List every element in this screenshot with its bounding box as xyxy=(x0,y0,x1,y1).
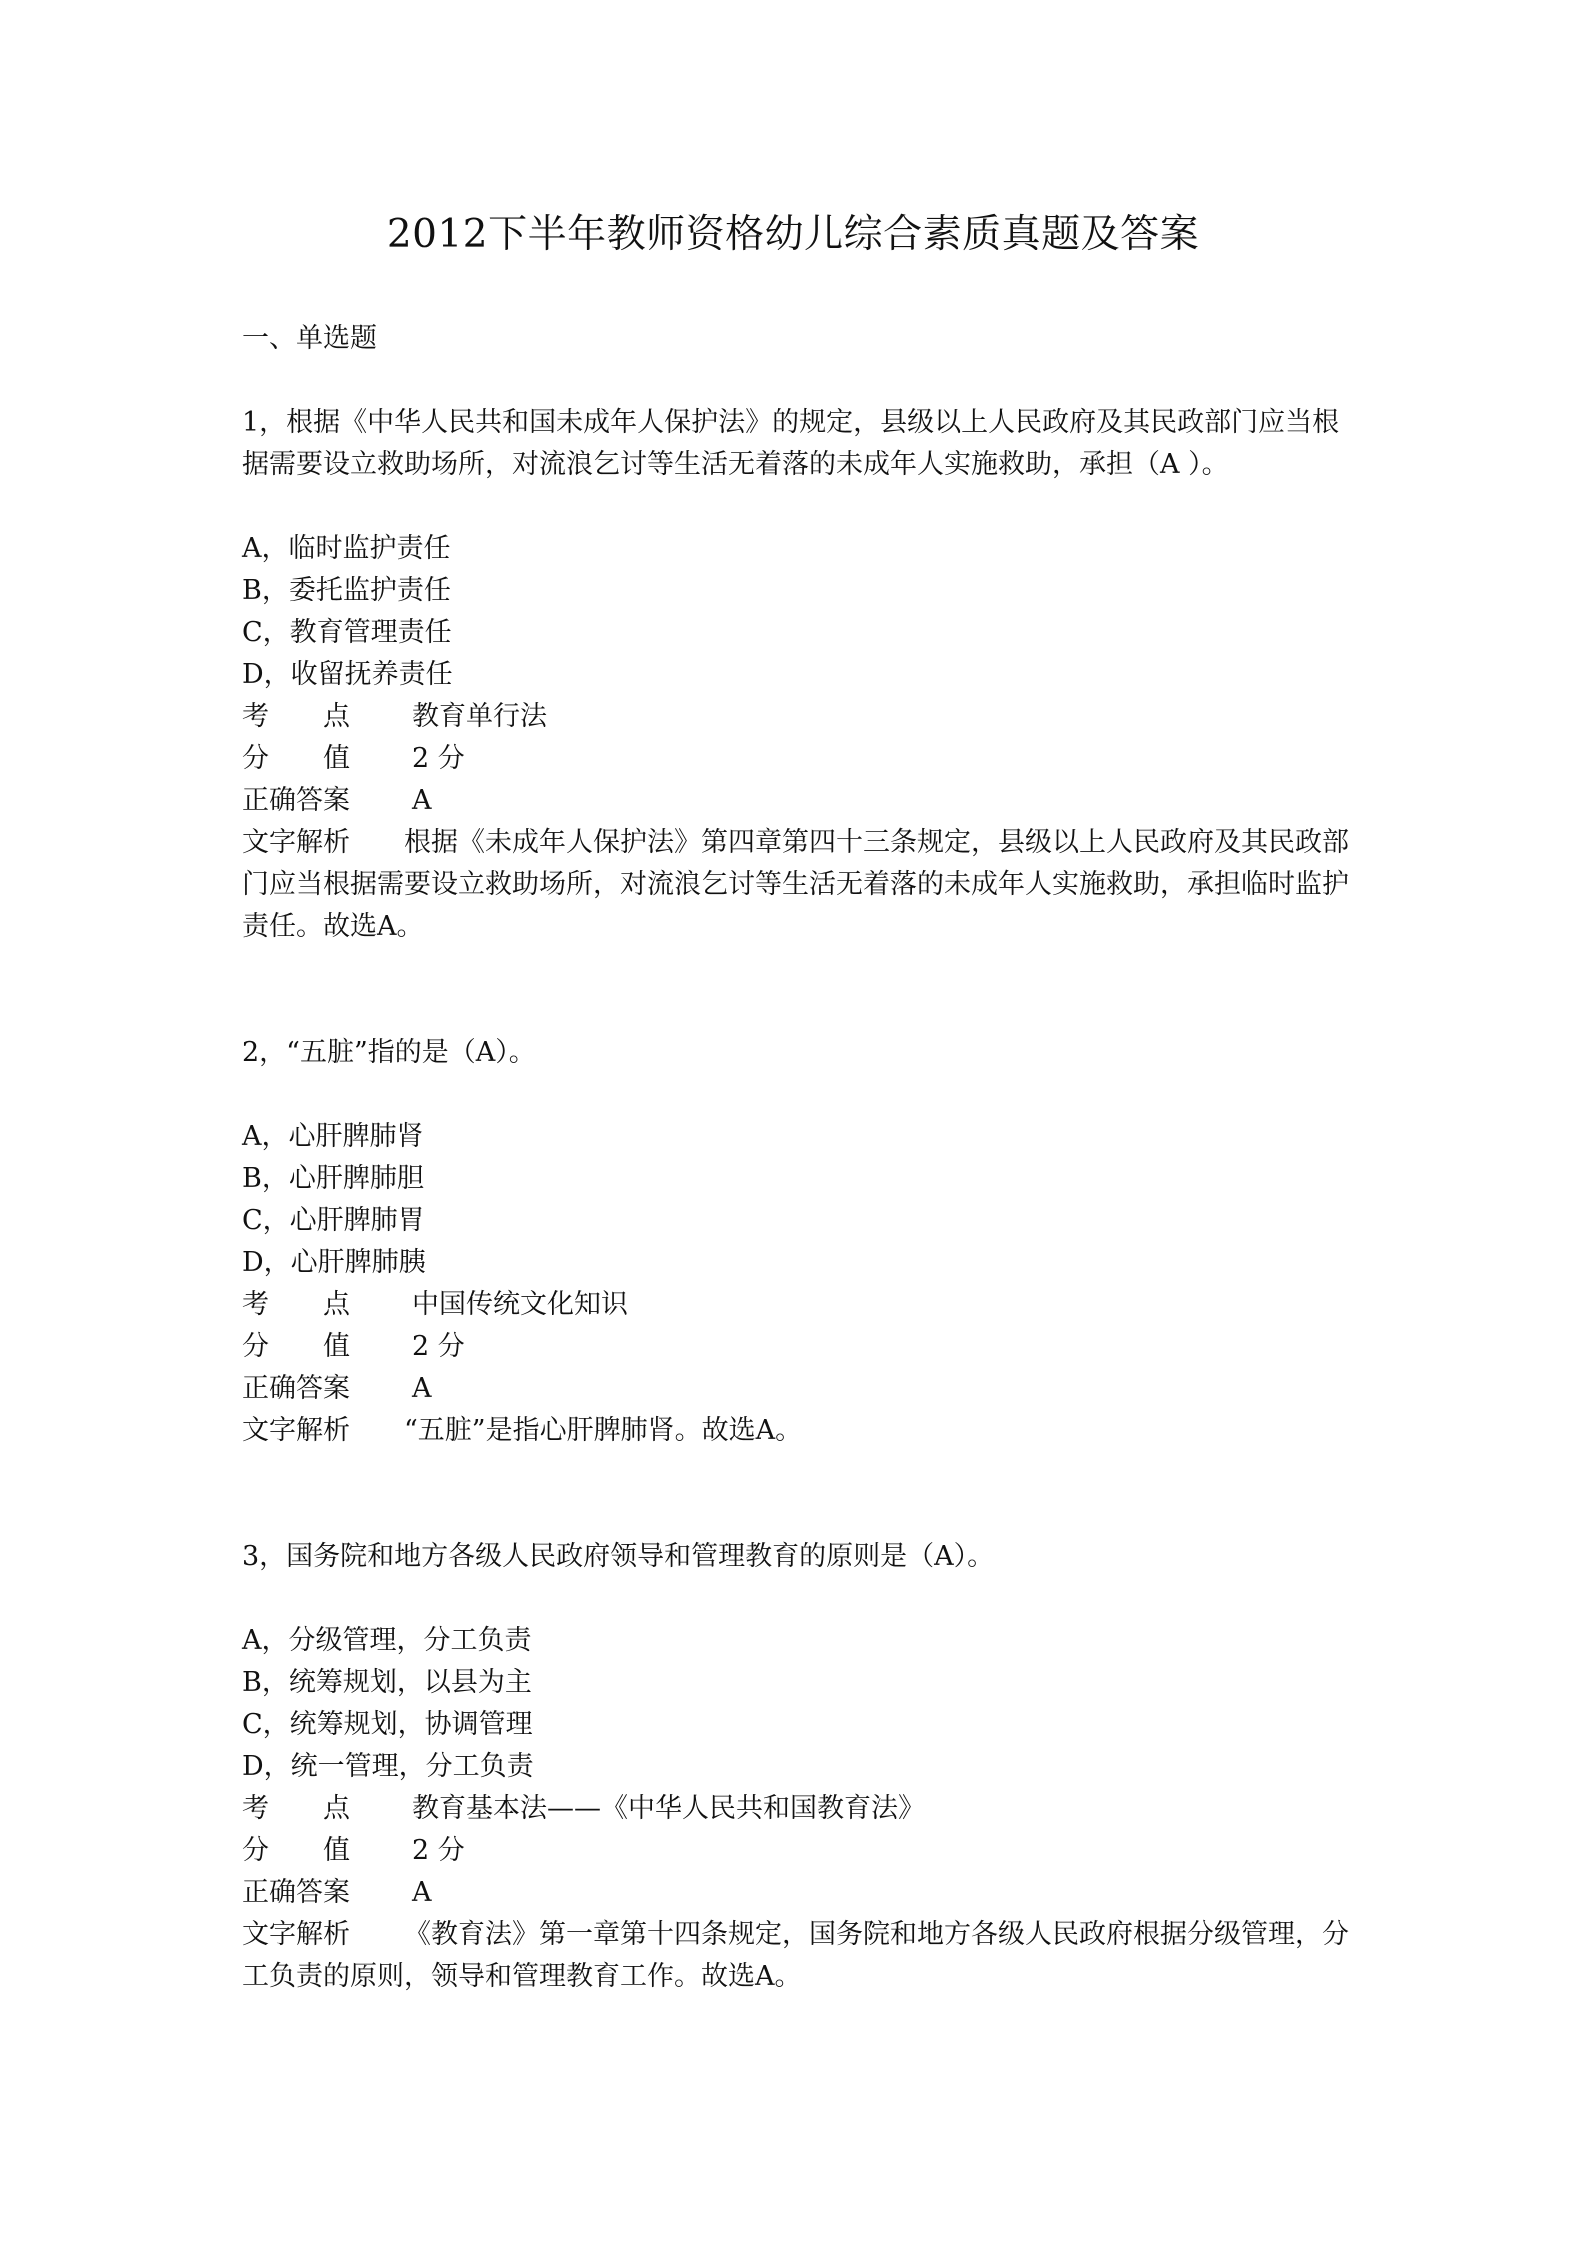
document-body xyxy=(242,318,1362,1998)
topic-value: 教育单行法 xyxy=(412,701,547,732)
analysis-row xyxy=(242,1410,1362,1452)
option-c: C，心肝脾肺胃 xyxy=(242,1205,425,1236)
answer-value: A xyxy=(412,785,432,816)
topic-row xyxy=(242,696,1362,738)
option-a: A，心肝脾肺肾 xyxy=(242,1121,424,1152)
score-value: 2 分 xyxy=(412,743,465,774)
option-c: C，教育管理责任 xyxy=(242,617,452,648)
answer-label: 正确答案 xyxy=(242,1373,350,1404)
option-d: D，心肝脾肺胰 xyxy=(242,1247,426,1278)
analysis-row xyxy=(242,1914,1362,1998)
answer-row xyxy=(242,1872,1362,1914)
topic-value: 教育基本法——《中华人民共和国教育法》 xyxy=(412,1793,925,1824)
analysis-value: “五脏”是指心肝脾肺肾。故选A。 xyxy=(404,1415,803,1446)
section-heading: 一、单选题 xyxy=(242,323,377,354)
score-label: 分 值 xyxy=(242,1331,350,1362)
topic-label: 考 点 xyxy=(242,701,350,732)
question-text: 1，根据《中华人民共和国未成年人保护法》的规定，县级以上人民政府及其民政部门应当根据需要设立救助场所，对流浪乞讨等生活无着落的未成年人实施救助，承担（A ）。 xyxy=(242,407,1340,480)
analysis-value: 《教育法》第一章第十四条规定，国务院和地方各级人民政府根据分级管理，分工负责的原则，领导和管理教育工作。故选A。 xyxy=(242,1919,1349,1992)
question-spacer xyxy=(242,948,1362,1032)
topic-value: 中国传统文化知识 xyxy=(412,1289,628,1320)
score-label: 分 值 xyxy=(242,743,350,774)
answer-value: A xyxy=(412,1877,432,1908)
score-row xyxy=(242,1326,1362,1368)
question-3 xyxy=(242,1536,1362,1998)
score-value: 2 分 xyxy=(412,1331,465,1362)
question-1 xyxy=(242,402,1362,948)
score-row xyxy=(242,738,1362,780)
option-b: B，委托监护责任 xyxy=(242,575,451,606)
document-title: 2012下半年教师资格幼儿综合素质真题及答案 xyxy=(386,212,1200,257)
question-text: 2，“五脏”指的是（A）。 xyxy=(242,1037,536,1068)
topic-label: 考 点 xyxy=(242,1289,350,1320)
analysis-row xyxy=(242,822,1362,948)
topic-label: 考 点 xyxy=(242,1793,350,1824)
option-b: B，心肝脾肺胆 xyxy=(242,1163,424,1194)
option-a: A，临时监护责任 xyxy=(242,533,451,564)
option-a: A，分级管理，分工负责 xyxy=(242,1625,532,1656)
topic-row xyxy=(242,1788,1362,1830)
question-spacer xyxy=(242,1452,1362,1536)
answer-value: A xyxy=(412,1373,432,1404)
score-row xyxy=(242,1830,1362,1872)
option-c: C，统筹规划，协调管理 xyxy=(242,1709,533,1740)
option-b: B，统筹规划，以县为主 xyxy=(242,1667,532,1698)
answer-label: 正确答案 xyxy=(242,1877,350,1908)
question-2 xyxy=(242,1032,1362,1452)
option-d: D，收留抚养责任 xyxy=(242,659,453,690)
score-label: 分 值 xyxy=(242,1835,350,1866)
answer-row xyxy=(242,1368,1362,1410)
answer-row xyxy=(242,780,1362,822)
analysis-label: 文字解析 xyxy=(242,1919,350,1950)
analysis-label: 文字解析 xyxy=(242,1415,350,1446)
question-text: 3，国务院和地方各级人民政府领导和管理教育的原则是（A）。 xyxy=(242,1541,995,1572)
option-d: D，统一管理，分工负责 xyxy=(242,1751,534,1782)
score-value: 2 分 xyxy=(412,1835,465,1866)
topic-row xyxy=(242,1284,1362,1326)
answer-label: 正确答案 xyxy=(242,785,350,816)
analysis-value: 根据《未成年人保护法》第四章第四十三条规定，县级以上人民政府及其民政部门应当根据需要设立救助场所，对流浪乞讨等生活无着落的未成年人实施救助，承担临时监护责任。故选A。 xyxy=(242,827,1349,942)
analysis-label: 文字解析 xyxy=(242,827,350,858)
